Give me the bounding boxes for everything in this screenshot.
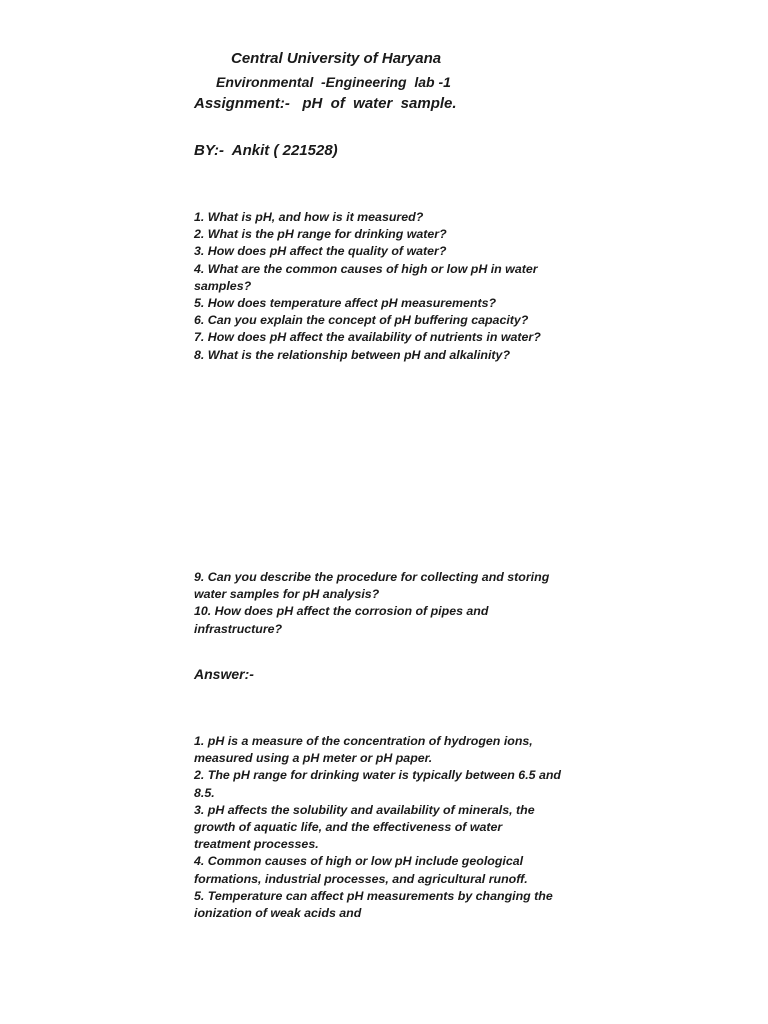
question-line: samples? [194, 278, 252, 293]
question-line: 6. Can you explain the concept of pH buffering capacity? [194, 313, 529, 328]
answer-line: 5. Temperature can affect pH measurements by changing the [194, 888, 553, 903]
question-line: 8. What is the relationship between pH and alkalinity? [194, 347, 511, 362]
question-line: 1. What is pH, and how is it measured? [194, 210, 424, 224]
answer-heading: Answer:- [194, 666, 254, 682]
question-line: 4. What are the common causes of high or low pH in water [194, 261, 538, 276]
question-line: 7. How does pH affect the availability of nutrients in water? [194, 330, 541, 345]
answer-line: ionization of weak acids and [194, 906, 362, 921]
answer-line: 2. The pH range for drinking water is typically between 6.5 and [194, 768, 561, 783]
assignment-title: Assignment:- pH of water sample. [194, 95, 457, 112]
answer-line: 8.5. [194, 785, 215, 800]
author-line: BY:- Ankit ( 221528) [194, 142, 338, 159]
question-line: 3. How does pH affect the quality of water? [194, 244, 447, 259]
questions-list-part2 [194, 569, 574, 638]
university-title: Central University of Haryana [231, 50, 442, 67]
answers-list [194, 733, 574, 922]
course-subtitle: Environmental -Engineering lab -1 [216, 74, 451, 90]
answer-line: 3. pH affects the solubility and availability of minerals, the [194, 802, 535, 817]
questions-list-part1 [194, 209, 574, 364]
question-line: 9. Can you describe the procedure for collecting and storing [194, 570, 550, 584]
question-line: infrastructure? [194, 621, 283, 636]
answer-line: measured using a pH meter or pH paper. [194, 751, 433, 766]
question-line: 10. How does pH affect the corrosion of pipes and [194, 604, 489, 619]
answer-line: growth of aquatic life, and the effectiveness of water [194, 820, 503, 835]
answer-line: 1. pH is a measure of the concentration of hydrogen ions, [194, 734, 533, 748]
answer-line: treatment processes. [194, 837, 319, 852]
question-line: water samples for pH analysis? [194, 587, 380, 602]
answer-line: 4. Common causes of high or low pH include geological [194, 854, 524, 869]
question-line: 5. How does temperature affect pH measurements? [194, 296, 497, 311]
answer-line: formations, industrial processes, and agricultural runoff. [194, 871, 528, 886]
question-line: 2. What is the pH range for drinking water? [194, 227, 447, 242]
